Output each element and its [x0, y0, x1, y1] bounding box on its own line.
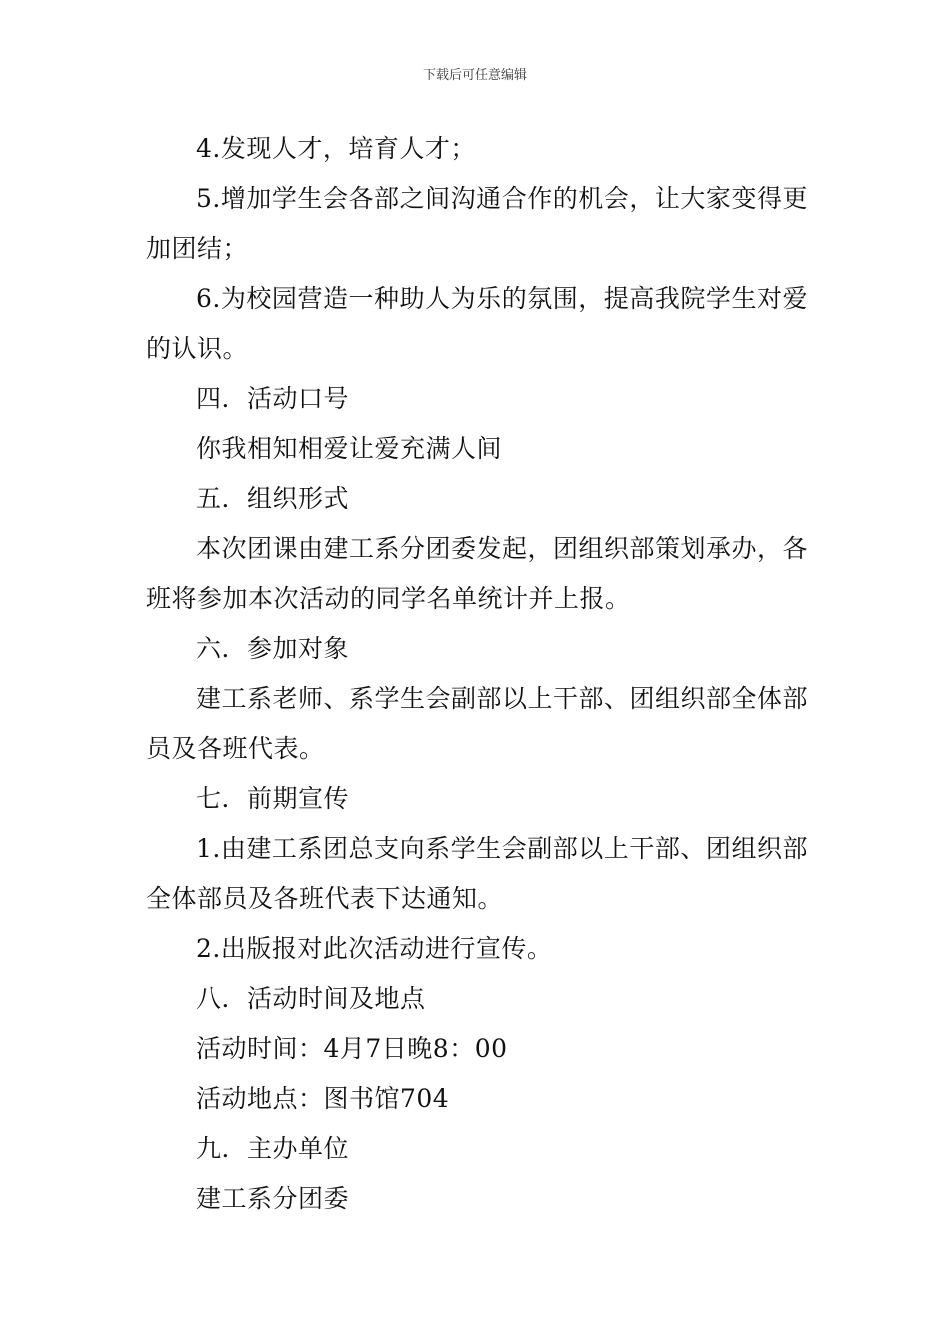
slogan-text: 你我相知相爱让爱充满人间	[196, 434, 503, 463]
section-heading-time-place: 八．活动时间及地点	[196, 984, 426, 1013]
organization-text: 本次团课由建工系分团委发起，团组织部策划承办，各班将参加本次活动的同学名单统计并上报。	[146, 534, 809, 613]
list-item-goal-4: 4.发现人才，培育人才；	[196, 134, 476, 163]
section-heading-slogan: 四．活动口号	[196, 384, 350, 413]
section-heading-participants: 六．参加对象	[196, 634, 350, 663]
list-item-goal-6: 6.为校园营造一种助人为乐的氛围，提高我院学生对爱的认识。	[146, 284, 808, 363]
organizer-text: 建工系分团委	[196, 1184, 350, 1213]
list-item-goal-5: 5.增加学生会各部之间沟通合作的机会，让大家变得更加团结；	[146, 184, 808, 263]
section-heading-organization: 五．组织形式	[196, 484, 350, 513]
document-body	[146, 124, 808, 1224]
participants-text: 建工系老师、系学生会副部以上干部、团组织部全体部员及各班代表。	[146, 684, 809, 763]
publicity-item-1: 1.由建工系团总支向系学生会副部以上干部、团组织部全体部员及各班代表下达通知。	[146, 834, 808, 913]
section-heading-publicity: 七．前期宣传	[196, 784, 350, 813]
event-location: 活动地点：图书馆704	[196, 1084, 450, 1113]
event-time: 活动时间：4月7日晚8：00	[196, 1034, 508, 1063]
publicity-item-2: 2.出版报对此次活动进行宣传。	[196, 934, 553, 963]
section-heading-organizer: 九．主办单位	[196, 1134, 350, 1163]
page-header: 下载后可任意编辑	[422, 68, 527, 83]
